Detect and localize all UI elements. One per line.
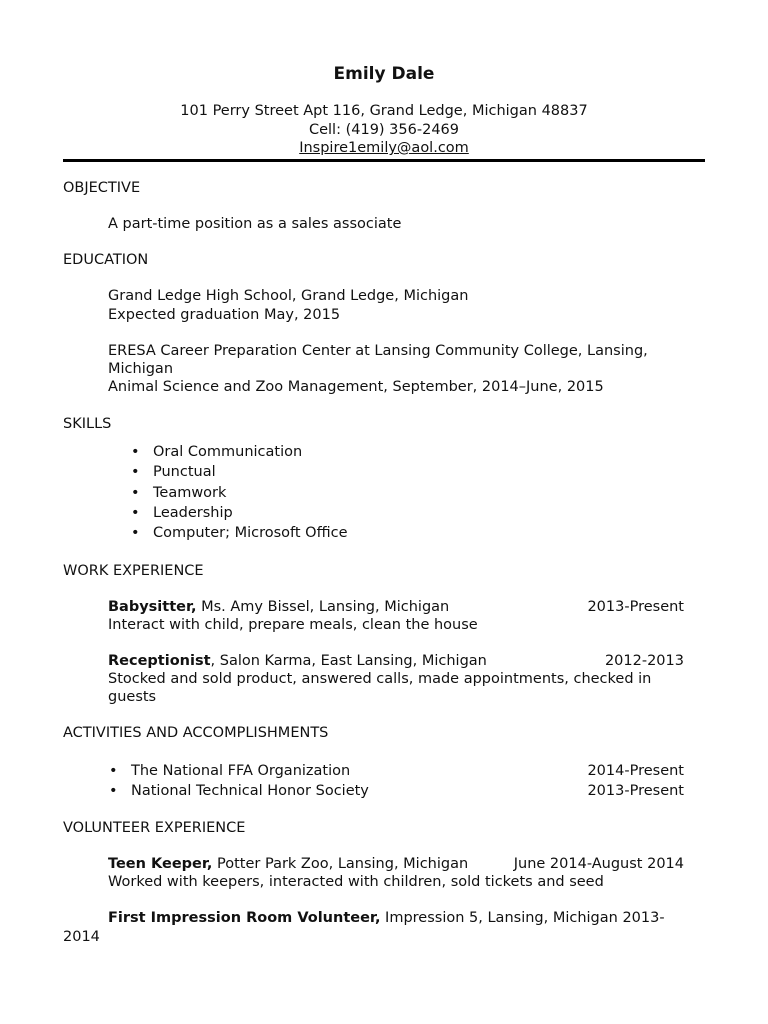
job1-title: Babysitter, [108,599,197,615]
skill-item: • Punctual [131,464,216,480]
skill-item: • Computer; Microsoft Office [131,525,348,541]
address-line: 101 Perry Street Apt 116, Grand Ledge, Michigan 48837 [180,103,588,119]
school1-line1: Grand Ledge High School, Grand Ledge, Michigan [108,288,469,304]
vol2-title: First Impression Room Volunteer, [108,910,381,926]
school1-line2: Expected graduation May, 2015 [108,307,341,323]
school2-line1: ERESA Career Preparation Center at Lansing Community College, Lansing, [108,343,648,359]
job2-dates: 2012-2013 [604,653,684,669]
activity-dates: 2013-Present [587,783,684,799]
skill-item: • Leadership [131,505,233,521]
skills-heading: SKILLS [63,416,112,432]
job1-org: Ms. Amy Bissel, Lansing, Michigan [196,599,450,615]
applicant-name: Emily Dale [333,64,435,84]
skill-item: • Teamwork [131,485,227,501]
activities-heading: ACTIVITIES AND ACCOMPLISHMENTS [63,725,329,741]
header-divider [63,159,705,162]
bullet-icon: • [131,505,140,521]
vol2-org: Impression 5, Lansing, Michigan 2013- [380,910,665,926]
vol1-dates: June 2014-August 2014 [513,856,684,872]
education-heading: EDUCATION [63,252,149,268]
volunteer-heading: VOLUNTEER EXPERIENCE [63,820,246,836]
bullet-icon: • [109,763,118,779]
job2-header [108,653,487,669]
email-line [0,140,768,156]
bullet-icon: • [109,783,118,799]
job1-desc: Interact with child, prepare meals, clean the house [108,617,478,633]
vol1-desc: Worked with keepers, interacted with children, sold tickets and seed [108,874,604,890]
bullet-icon: • [131,464,140,480]
email-link[interactable]: Inspire1emily@aol.com [299,140,469,156]
cell-line: Cell: (419) 356-2469 [308,122,459,138]
job2-desc1: Stocked and sold product, answered calls, made appointments, checked in [108,671,652,687]
bullet-icon: • [131,485,140,501]
vol1-title: Teen Keeper, [108,856,213,872]
bullet-icon: • [131,444,140,460]
activity-item: • National Technical Honor Society [109,783,369,799]
objective-heading: OBJECTIVE [63,180,141,196]
skill-item: • Oral Communication [131,444,303,460]
vol2-wrap: 2014 [63,929,100,945]
vol1-org: Potter Park Zoo, Lansing, Michigan [212,856,469,872]
objective-text: A part-time position as a sales associate [108,216,402,232]
school2-line3: Animal Science and Zoo Management, September, 2014–June, 2015 [108,379,604,395]
school2-line2: Michigan [108,361,174,377]
job2-desc2: guests [108,689,157,705]
bullet-icon: • [131,525,140,541]
work-heading: WORK EXPERIENCE [63,563,204,579]
job1-dates: 2013-Present [587,599,684,615]
activity-item: • The National FFA Organization [109,763,351,779]
job1-header [108,599,449,615]
vol1-header [108,856,468,872]
job2-title: Receptionist [108,653,211,669]
vol2-header [108,910,665,926]
job2-org: , Salon Karma, East Lansing, Michigan [210,653,487,669]
activity-dates: 2014-Present [587,763,684,779]
